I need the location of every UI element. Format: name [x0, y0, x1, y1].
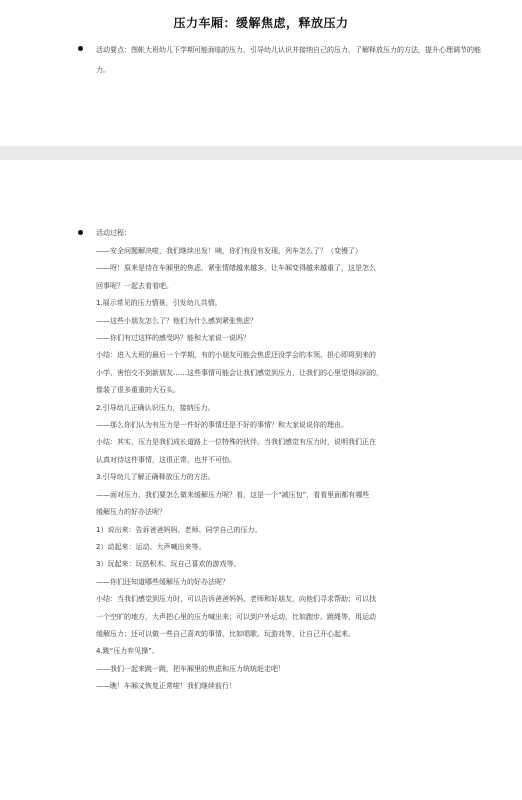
process-line: 小结：进入大班的最后一个学期，有的小朋友可能会焦虑还没学会的本领、担心即将到来的	[96, 351, 376, 360]
process-label: 活动过程：	[96, 229, 131, 237]
process-line: ——这些小朋友怎么了？他们为什么感到紧张焦虑？	[96, 316, 257, 325]
process-line: 1）说出来：告诉爸爸妈妈、老师、同学自己的压力。	[96, 525, 262, 534]
process-line: 2.引导幼儿正确认识压力，接纳压力。	[96, 403, 215, 412]
process-line: 像装了很多重重的大石头。	[96, 386, 180, 395]
process-line: 回事呢？一起去看看吧。	[96, 281, 173, 290]
bullet-icon	[78, 46, 83, 51]
process-line: ——你们有过这样的感受吗？能和大家说一说吗？	[96, 334, 250, 343]
process-line: 缓解压力；还可以做一些自己喜欢的事情，比如唱歌、玩游戏等，让自己开心起来。	[96, 629, 355, 638]
document-page-1	[0, 0, 522, 146]
process-line: 1.展示常见的压力情景，引发幼儿共情。	[96, 299, 222, 308]
process-line: 4.跳“压力弃见操”。	[96, 647, 159, 656]
process-line: ——你们还知道哪些缓解压力的好办法呢？	[96, 577, 229, 586]
document-title: 压力车厢：缓解焦虑，释放压力	[173, 16, 349, 30]
process-line: ——面对压力，我们要怎么做来缓解压力呢？看，这是一个“减压包”，看看里面都有哪些	[96, 490, 370, 499]
activity-goal: 活动要点：图帐大班幼儿下学期可能面临的压力，引导幼儿认识并接纳自己的压力，了解释放压力的方法，提升心理调节的能力。	[96, 46, 481, 74]
process-line: ——我们一起来跳一跳，把车厢里的焦虑和压力统统赶走吧！	[96, 664, 285, 673]
process-lines	[96, 243, 481, 696]
process-line: ——瞧！车厢又恢复正常啦！我们继续前行！	[96, 682, 236, 691]
process-line: 小结：其实，压力是我们成长道路上一位特殊的伙伴，当我们感觉有压力时，说明我们正在	[96, 438, 376, 447]
process-line: 2）动起来：运动、大声喊出来等。	[96, 542, 206, 551]
process-line: 3.引导幼儿了解正确释放压力的方法。	[96, 473, 215, 482]
process-line: 3）玩起来：玩搭积木、玩自己喜欢的游戏等。	[96, 560, 241, 569]
process-line: ——那么你们认为有压力是一件好的事情还是不好的事情？和大家说说你的理由。	[96, 421, 348, 430]
process-line: 缓解压力的好办法呢？	[96, 508, 166, 517]
process-line: 认真对待这件事情，这很正常，也并不可怕。	[96, 455, 236, 464]
process-line: 一个空旷的地方，大声把心里的压力喊出来；可以到户外运动，比如跑步、跳绳等，用运动	[96, 612, 376, 621]
process-line: ——呀！原来是待在车厢里的焦虑、紧张情绪越来越多，让车厢变得越来越重了，这是怎么	[96, 264, 376, 273]
bullet-icon	[78, 230, 83, 235]
process-line: ——安全问题解决啦，我们继续出发！咦，你们有没有发现，列车怎么了？（变慢了）	[96, 247, 362, 255]
process-line: 小学、害怕交不到新朋友……这些事情可能会让我们感觉到压力，让我们的心里觉得闷闷的，	[96, 368, 383, 377]
process-line: 小结：当我们感觉到压力时，可以告诉爸爸妈妈、老师和好朋友，向他们寻求帮助；可以找	[96, 595, 376, 604]
